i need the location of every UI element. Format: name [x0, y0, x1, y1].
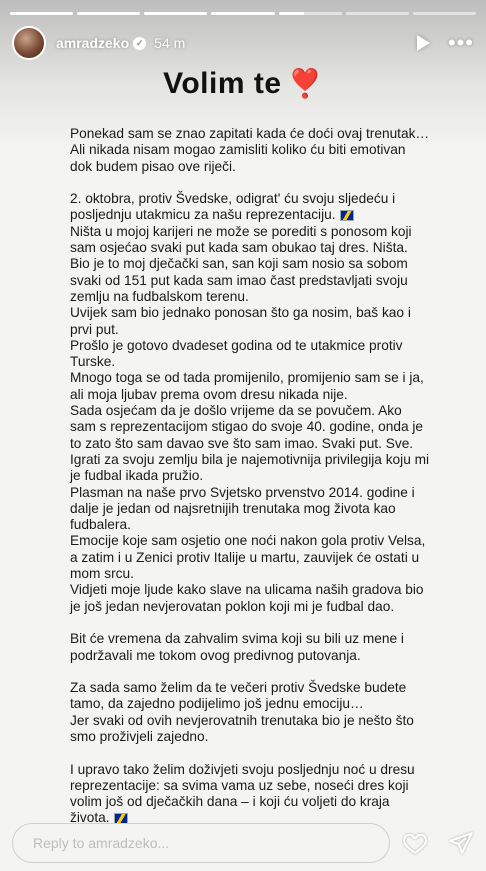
more-options-icon[interactable]: ••• — [447, 30, 474, 55]
paragraph: Bit će vremena da zahvalim svima koji su bili uz mene i podržavali me tokom ovog predivnog putovanja. — [70, 631, 404, 663]
paragraph-line — [70, 191, 430, 224]
progress-segment — [10, 12, 73, 15]
paragraph: Ponekad sam se znao zapitati kada će doći ovaj trenutak… Ali nikada nisam mogao zamisliti koliko ću biti emotivan dok budem pisao ove riječi. — [70, 126, 430, 174]
paragraph-line: Za sada samo želim da te večeri protiv Švedske budete tamo, da zajedno podijelimo još jednu emociju… — [70, 680, 407, 712]
avatar[interactable] — [12, 26, 46, 60]
reply-placeholder: Reply to amradzeko... — [33, 835, 170, 851]
story-body — [70, 126, 430, 827]
heart-exclamation-emoji: ❣️ — [287, 68, 323, 99]
story-progress-bar — [10, 12, 476, 15]
paper-plane-icon[interactable] — [448, 830, 474, 856]
paragraph-group — [70, 680, 430, 745]
paragraph-line: Emocije koje sam osjetio one noći nakon gola protiv Velsa, a zatim i u Zenici protiv Italije u martu, zauvijek će ostati u mom srcu. — [70, 533, 426, 582]
progress-segment — [413, 12, 476, 15]
bosnia-flag-icon — [340, 210, 354, 221]
paragraph-line: Ništa u mojoj karijeri ne može se porediti s ponosom koji sam osjećao svaki put kada sam obukao taj dres. Ništa. Bio je to moj dječački san, san koji sam nosio sa sobom svaki od 151 put kada sam imao čast predstavljati svoju zemlju na fudbalskom terenu. — [70, 223, 412, 304]
paragraph-group — [70, 191, 430, 403]
verified-badge-icon: ✓ — [133, 37, 146, 50]
paragraph-group — [70, 403, 430, 615]
progress-segment — [144, 12, 207, 15]
paragraph-text: I upravo tako želim doživjeti svoju posljednju noć u dresu reprezentacije: sa svima vama uz sebe, noseći dres koji volim još od dječačkih dana – i koji ću voljeti do kraja života. — [70, 761, 415, 826]
progress-segment-active — [279, 12, 342, 15]
paragraph-line: Uvijek sam bio jednako ponosan što ga nosim, baš kao i prvi put. — [70, 305, 411, 337]
reply-input[interactable] — [12, 823, 390, 863]
heart-outline-icon[interactable] — [402, 830, 428, 856]
title-text: Volim te — [163, 67, 282, 100]
paragraph-line: Igrati za svoju zemlju bila je najemotivnija privilegija koju mi je fudbal ikada pružio. — [70, 451, 430, 484]
paragraph-line: Jer svaki od ovih nevjerovatnih trenutaka bio je nešto što smo proživjeli zajedno. — [70, 712, 414, 744]
progress-segment — [77, 12, 140, 15]
paragraph-line — [70, 762, 430, 827]
story-header — [12, 25, 474, 61]
story-footer — [12, 822, 474, 864]
timestamp: 54 m — [154, 35, 186, 51]
paragraph-line: Prošlo je gotovo dvadeset godina od te utakmice protiv Turske. — [70, 337, 403, 370]
play-icon[interactable] — [417, 35, 430, 51]
story-title — [0, 67, 486, 101]
paragraph-line: Plasman na naše prvo Svjetsko prvenstvo 2014. godine i dalje je jedan od najsretnijih trenutaka mog života kao fudbalera. — [70, 484, 415, 533]
paragraph-text: 2. oktobra, protiv Švedske, odigrat' ću svoju sljedeću i posljednju utakmicu za našu reprezentaciju. — [70, 191, 396, 223]
progress-segment — [346, 12, 409, 15]
paragraph-line: Vidjeti moje ljude kako slave na ulicama naših gradova bio je još jedan nevjerovatan poklon koji mi je fudbal dao. — [70, 582, 424, 614]
paragraph-line: Mnogo toga se od tada promijenilo, promijenio sam se i ja, ali moja ljubav prema ovom dresu nikada nije. — [70, 370, 424, 402]
paragraph-line: Sada osjećam da je došlo vrijeme da se povučem. Ako sam s reprezentacijom stigao do svoje 40. godine, onda je to zato što sam davao sve što sam imao. Svaki put. Sve. — [70, 403, 424, 451]
progress-segment — [211, 12, 274, 15]
username[interactable]: amradzeko — [56, 35, 130, 51]
